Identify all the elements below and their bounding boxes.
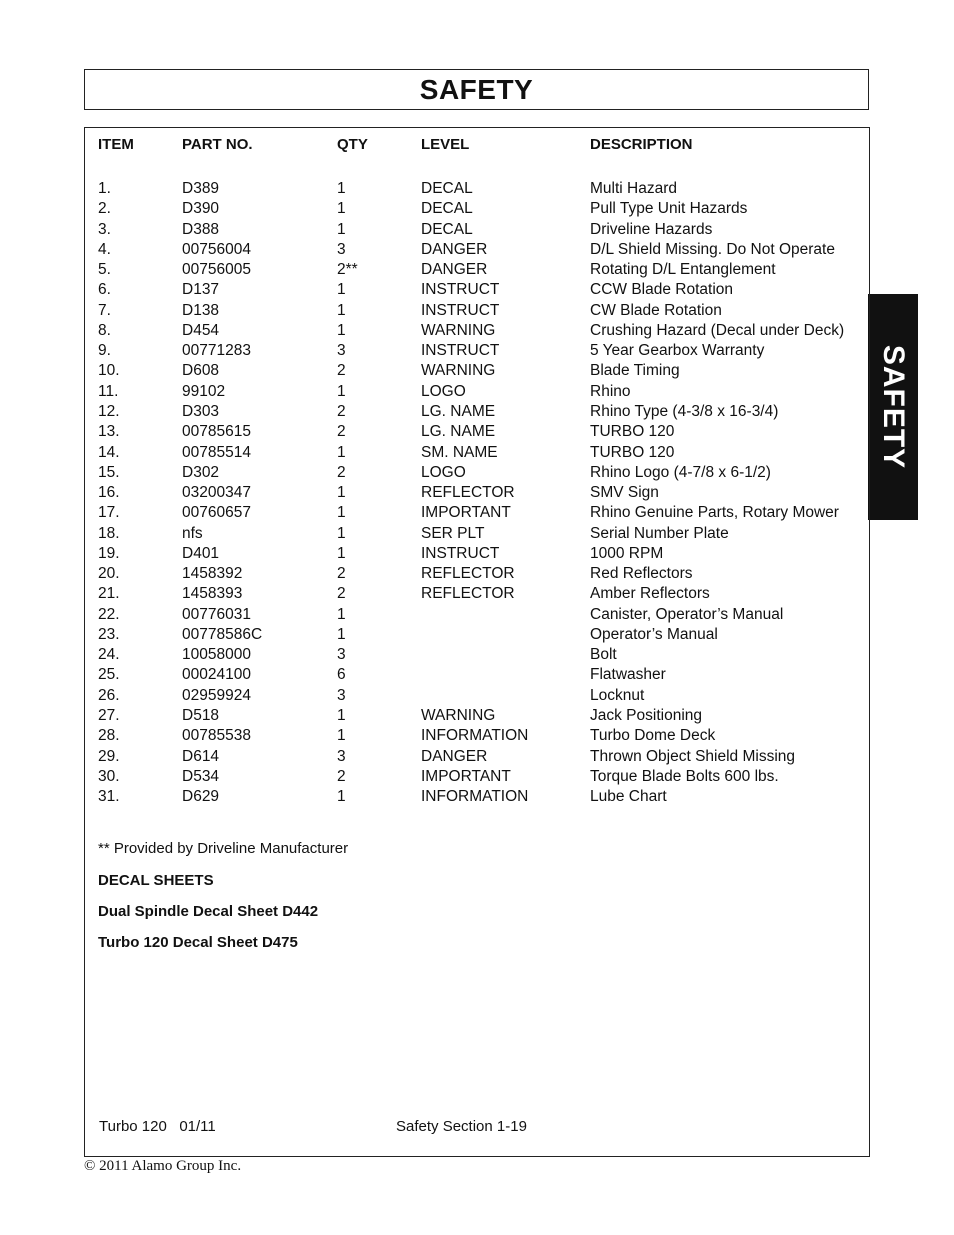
cell-description: Driveline Hazards [590,220,713,238]
cell-level: REFLECTOR [421,565,515,583]
table-row [85,788,869,808]
cell-item: 28. [98,727,120,745]
decal-sheet-turbo-120: Turbo 120 Decal Sheet D475 [98,934,298,951]
cell-level: INSTRUCT [421,342,500,360]
cell-description: Rhino Type (4-3/8 x 16-3/4) [590,402,779,420]
cell-description: Amber Reflectors [590,585,710,603]
cell-part-no: D138 [182,301,220,319]
cell-part-no: D454 [182,321,220,339]
cell-item: 24. [98,646,120,664]
cell-qty: 1 [337,544,346,562]
cell-description: Rhino [590,382,631,400]
cell-part-no: 00024100 [182,666,251,684]
cell-part-no: D629 [182,788,220,806]
decal-sheets-heading: DECAL SHEETS [98,872,214,889]
cell-description: TURBO 120 [590,443,675,461]
cell-qty: 1 [337,382,346,400]
cell-qty: 2 [337,362,346,380]
table-row [85,180,869,200]
cell-qty: 6 [337,666,346,684]
page-title-box [84,69,869,110]
cell-qty: 1 [337,180,346,197]
cell-part-no: 99102 [182,382,226,400]
cell-description: Locknut [590,686,645,704]
cell-level: REFLECTOR [421,585,515,603]
cell-qty: 1 [337,200,346,218]
table-row [85,545,869,565]
cell-part-no: 00760657 [182,504,251,522]
provided-by-note: ** Provided by Driveline Manufacturer [98,840,349,857]
cell-level: SER PLT [421,524,485,542]
cell-item: 29. [98,747,120,765]
cell-qty: 1 [337,625,346,643]
cell-item: 22. [98,605,120,623]
table-row [85,322,869,342]
cell-description: Torque Blade Bolts 600 lbs. [590,767,779,785]
cell-level: LG. NAME [421,402,496,420]
cell-part-no: D389 [182,180,220,197]
cell-part-no: 10058000 [182,646,251,664]
cell-level: WARNING [421,362,496,380]
cell-description: Crushing Hazard (Decal under Deck) [590,321,845,339]
cell-item: 10. [98,362,120,380]
footer-model-date: Turbo 120 01/11 [99,1118,216,1135]
cell-item: 17. [98,504,120,522]
table-row [85,403,869,423]
cell-part-no: D302 [182,463,220,481]
table-row [85,748,869,768]
table-row [85,565,869,585]
column-header-level: LEVEL [421,136,470,153]
cell-level: LG. NAME [421,423,496,441]
cell-item: 8. [98,321,111,339]
copyright: © 2011 Alamo Group Inc. [84,1158,242,1174]
table-row [85,646,869,666]
cell-level: DANGER [421,261,488,279]
cell-item: 16. [98,484,120,502]
cell-part-no: 00785615 [182,423,251,441]
cell-part-no: D608 [182,362,220,380]
cell-description: Operator’s Manual [590,625,718,643]
cell-qty: 1 [337,727,346,745]
cell-level: IMPORTANT [421,767,511,785]
cell-part-no: 03200347 [182,484,251,502]
table-row [85,261,869,281]
table-row [85,302,869,322]
decal-sheet-dual-spindle: Dual Spindle Decal Sheet D442 [98,903,319,920]
table-row [85,666,869,686]
column-header-description: DESCRIPTION [590,136,693,153]
cell-part-no: nfs [182,524,203,542]
cell-qty: 1 [337,220,346,238]
table-row [85,687,869,707]
table-row [85,241,869,261]
table-row [85,707,869,727]
cell-part-no: 00771283 [182,342,251,360]
cell-qty: 1 [337,524,346,542]
table-row [85,342,869,362]
cell-description: Rhino Logo (4-7/8 x 6-1/2) [590,463,771,481]
column-header-item: ITEM [98,136,134,153]
cell-description: 1000 RPM [590,544,664,562]
cell-item: 15. [98,463,120,481]
cell-description: Multi Hazard [590,180,677,197]
table-row [85,221,869,241]
cell-item: 18. [98,524,120,542]
cell-qty: 1 [337,707,346,725]
table-row [85,585,869,605]
cell-item: 20. [98,565,120,583]
table-row [85,444,869,464]
cell-qty: 3 [337,747,346,765]
cell-item: 5. [98,261,111,279]
cell-level: DECAL [421,200,473,218]
cell-description: Bolt [590,646,617,664]
cell-part-no: 1458393 [182,585,243,603]
table-row [85,281,869,301]
table-row [85,606,869,626]
table-header [85,136,869,156]
footer-section: Safety Section 1-19 [396,1118,527,1135]
table-row [85,423,869,443]
cell-item: 23. [98,625,120,643]
table-row [85,200,869,220]
cell-level: SM. NAME [421,443,498,461]
cell-item: 21. [98,585,120,603]
cell-item: 27. [98,707,120,725]
cell-description: Serial Number Plate [590,524,729,542]
cell-item: 26. [98,686,120,704]
cell-description: CW Blade Rotation [590,301,722,319]
cell-qty: 2 [337,402,346,420]
cell-description: Lube Chart [590,788,667,806]
table-row [85,362,869,382]
cell-qty: 1 [337,321,346,339]
cell-level: DECAL [421,180,473,197]
cell-level: DANGER [421,747,488,765]
cell-description: Flatwasher [590,666,666,684]
cell-part-no: D388 [182,220,220,238]
cell-item: 3. [98,220,111,238]
cell-description: Canister, Operator’s Manual [590,605,784,623]
cell-description: Blade Timing [590,362,680,380]
cell-level: INFORMATION [421,788,529,806]
cell-level: DECAL [421,220,473,238]
cell-item: 31. [98,788,120,806]
cell-item: 2. [98,200,111,218]
cell-description: SMV Sign [590,484,659,502]
cell-part-no: 00778586C [182,625,263,643]
cell-level: REFLECTOR [421,484,515,502]
cell-description: CCW Blade Rotation [590,281,734,299]
cell-qty: 2** [337,261,358,279]
table-row [85,484,869,504]
cell-qty: 2 [337,767,346,785]
cell-description: TURBO 120 [590,423,675,441]
cell-description: Rotating D/L Entanglement [590,261,776,279]
cell-item: 19. [98,544,120,562]
cell-level: INSTRUCT [421,281,500,299]
side-section-tab [868,294,918,520]
page-title: SAFETY [419,73,534,105]
cell-part-no: D137 [182,281,220,299]
cell-part-no: D614 [182,747,220,765]
table-row [85,464,869,484]
cell-item: 6. [98,281,111,299]
cell-qty: 2 [337,585,346,603]
cell-level: WARNING [421,707,496,725]
cell-item: 1. [98,180,111,197]
cell-qty: 1 [337,443,346,461]
cell-qty: 2 [337,463,346,481]
cell-description: Turbo Dome Deck [590,727,716,745]
cell-item: 14. [98,443,120,461]
cell-part-no: D390 [182,200,220,218]
cell-item: 11. [98,382,119,400]
cell-item: 12. [98,402,120,420]
cell-item: 4. [98,240,111,258]
cell-qty: 1 [337,484,346,502]
column-header-part-no: PART NO. [182,136,253,153]
table-row [85,626,869,646]
cell-description: Red Reflectors [590,565,693,583]
cell-level: DANGER [421,240,488,258]
cell-qty: 1 [337,301,346,319]
cell-qty: 3 [337,342,346,360]
cell-part-no: 00776031 [182,605,251,623]
cell-level: INSTRUCT [421,301,500,319]
cell-part-no: 00785538 [182,727,251,745]
cell-part-no: D303 [182,402,220,420]
cell-qty: 3 [337,686,346,704]
table-row [85,383,869,403]
cell-part-no: D534 [182,767,220,785]
cell-qty: 2 [337,565,346,583]
cell-qty: 1 [337,281,346,299]
cell-level: INSTRUCT [421,544,500,562]
table-row [85,727,869,747]
cell-level: LOGO [421,382,466,400]
cell-part-no: 02959924 [182,686,251,704]
parts-list-box [84,127,870,1157]
cell-level: WARNING [421,321,496,339]
cell-qty: 1 [337,788,346,806]
cell-part-no: 00785514 [182,443,251,461]
cell-item: 30. [98,767,120,785]
cell-description: Jack Positioning [590,707,703,725]
table-row [85,525,869,545]
cell-item: 25. [98,666,120,684]
cell-level: INFORMATION [421,727,529,745]
cell-item: 9. [98,342,111,360]
cell-part-no: D518 [182,707,220,725]
cell-description: 5 Year Gearbox Warranty [590,342,765,360]
cell-part-no: 00756004 [182,240,251,258]
cell-qty: 2 [337,423,346,441]
cell-item: 7. [98,301,111,319]
column-header-qty: QTY [337,136,368,153]
cell-qty: 1 [337,605,346,623]
cell-qty: 3 [337,646,346,664]
table-row [85,768,869,788]
cell-item: 13. [98,423,120,441]
table-row [85,504,869,524]
cell-qty: 1 [337,504,346,522]
cell-description: Thrown Object Shield Missing [590,747,796,765]
cell-part-no: 1458392 [182,565,243,583]
cell-level: IMPORTANT [421,504,511,522]
cell-description: Rhino Genuine Parts, Rotary Mower [590,504,839,522]
side-tab-label: SAFETY [877,344,911,470]
cell-level: LOGO [421,463,466,481]
cell-part-no: 00756005 [182,261,251,279]
cell-qty: 3 [337,240,346,258]
cell-description: D/L Shield Missing. Do Not Operate [590,240,835,258]
cell-part-no: D401 [182,544,220,562]
cell-description: Pull Type Unit Hazards [590,200,748,218]
